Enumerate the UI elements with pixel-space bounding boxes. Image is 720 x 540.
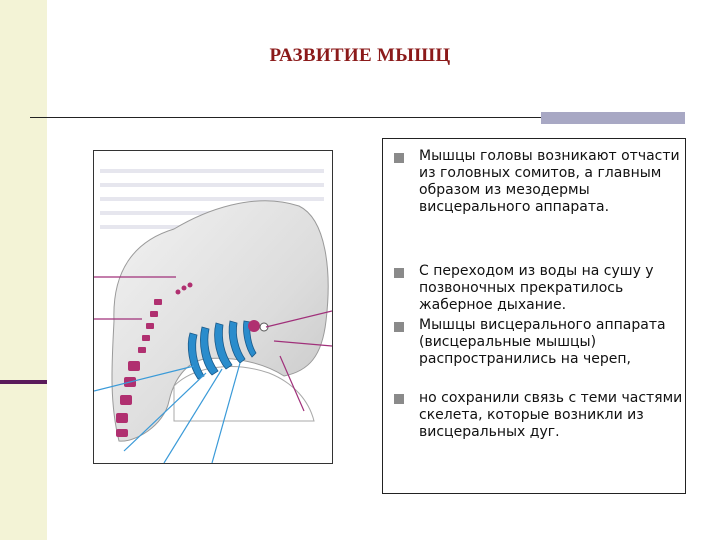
embryo-muscle-diagram-icon — [94, 151, 332, 463]
bullet-square-icon — [394, 153, 404, 163]
bullet-square-icon — [394, 268, 404, 278]
bullet-text: Мышцы головы возникают отчасти из головных сомитов, а главным образом из мезодермы висцерального аппарата. — [419, 148, 680, 215]
divider-accent — [541, 112, 685, 124]
bullet-square-icon — [394, 322, 404, 332]
otic-marker-icon — [248, 320, 260, 332]
side-accent-line — [0, 380, 47, 384]
bullet-text: С переходом из воды на сушу у позвоночных прекратилось жаберное дыхание. — [419, 263, 654, 313]
slide-title: РАЗВИТИЕ МЫШЦ — [269, 45, 451, 66]
bullet-text: Мышцы висцерального аппарата (висцеральные мышцы) распространились на череп, — [419, 317, 666, 367]
embryo-figure — [93, 150, 333, 464]
bullet-text: но сохранили связь с теми частями скелета, которые возникли из висцеральных дуг. — [419, 390, 683, 440]
side-band — [0, 0, 47, 540]
bullet-square-icon — [394, 394, 404, 404]
text-panel — [382, 138, 686, 494]
